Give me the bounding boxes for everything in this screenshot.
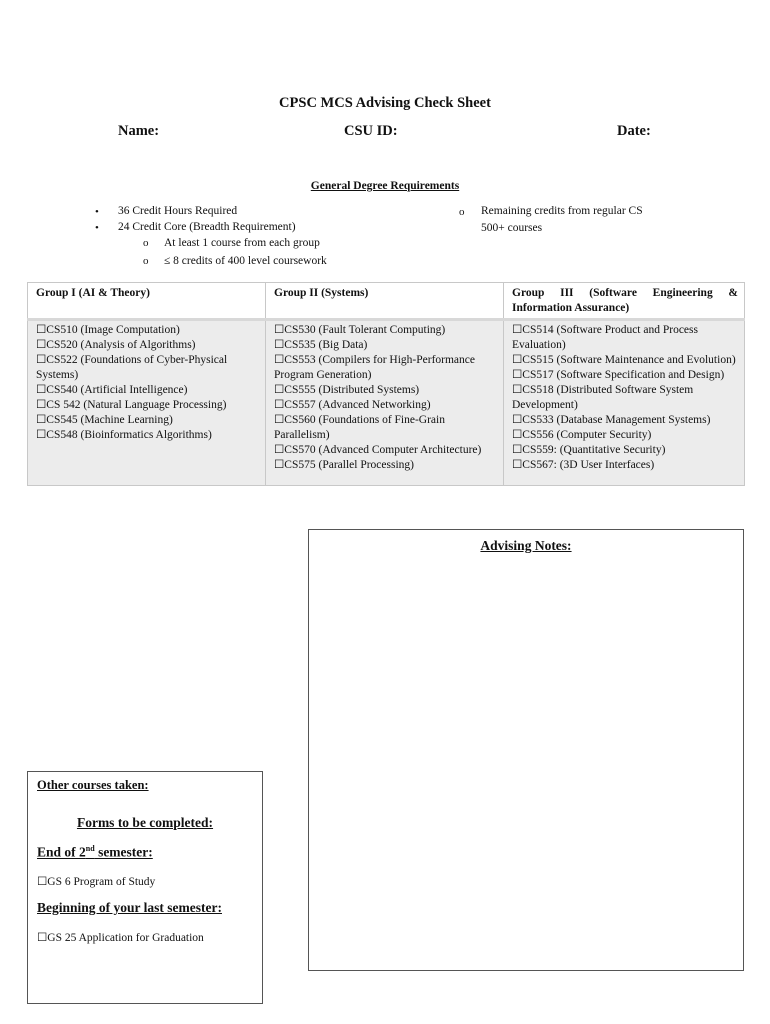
- date-label: Date:: [617, 123, 651, 139]
- course-checkbox-item[interactable]: ☐CS557 (Advanced Networking): [274, 399, 431, 411]
- last-semester-heading: Beginning of your last semester:: [37, 900, 222, 915]
- table-header-row: [28, 283, 745, 320]
- course-checkbox-item[interactable]: ☐CS517 (Software Specification and Design): [512, 369, 725, 381]
- course-checkbox-item[interactable]: ☐CS515 (Software Maintenance and Evolution): [512, 354, 736, 366]
- group-3-courses: [504, 320, 745, 486]
- sub-bullet-marker: o: [459, 206, 465, 218]
- course-checkbox-item[interactable]: ☐CS510 (Image Computation): [36, 324, 180, 336]
- course-checkbox-item[interactable]: ☐CS575 (Parallel Processing): [274, 459, 414, 471]
- course-checkbox-item[interactable]: ☐CS514 (Software Product and Process Evaluation): [512, 324, 698, 351]
- second-semester-sup: nd: [85, 844, 95, 853]
- course-checkbox-item[interactable]: ☐CS520 (Analysis of Algorithms): [36, 339, 196, 351]
- requirement-subitem: At least 1 course from each group: [164, 237, 320, 249]
- course-checkbox-item[interactable]: ☐CS556 (Computer Security): [512, 429, 652, 441]
- bullet-marker: •: [95, 206, 99, 218]
- course-checkbox-item[interactable]: ☐CS535 (Big Data): [274, 339, 368, 351]
- course-checkbox-item[interactable]: ☐CS570 (Advanced Computer Architecture): [274, 444, 482, 456]
- other-courses-box: [27, 771, 263, 1004]
- group-1-courses: [28, 320, 266, 486]
- course-checkbox-item[interactable]: ☐CS567: (3D User Interfaces): [512, 459, 655, 471]
- requirement-right-item: Remaining credits from regular CS: [481, 205, 643, 217]
- course-checkbox-item[interactable]: ☐CS548 (Bioinformatics Algorithms): [36, 429, 212, 441]
- second-semester-heading: [37, 844, 153, 861]
- course-checkbox-item[interactable]: ☐CS 542 (Natural Language Processing): [36, 399, 227, 411]
- course-checkbox-item[interactable]: ☐CS559: (Quantitative Security): [512, 444, 666, 456]
- sub-bullet-marker: o: [143, 237, 149, 249]
- other-courses-title: Other courses taken:: [37, 778, 149, 792]
- group-2-header: Group II (Systems): [266, 283, 504, 320]
- requirement-subitem: ≤ 8 credits of 400 level coursework: [164, 255, 327, 267]
- page-title: CPSC MCS Advising Check Sheet: [279, 95, 491, 111]
- advising-notes-title: Advising Notes:: [480, 538, 572, 553]
- gs25-form-checkbox[interactable]: ☐GS 25 Application for Graduation: [37, 932, 204, 944]
- gs6-form-checkbox[interactable]: ☐GS 6 Program of Study: [37, 876, 156, 888]
- course-checkbox-item[interactable]: ☐CS560 (Foundations of Fine-Grain Parallelism): [274, 414, 445, 441]
- group-3-header: [504, 283, 745, 320]
- requirements-heading: General Degree Requirements: [310, 180, 460, 192]
- course-checkbox-item[interactable]: ☐CS545 (Machine Learning): [36, 414, 173, 426]
- second-semester-suffix: semester:: [94, 844, 153, 860]
- bullet-marker: •: [95, 222, 99, 234]
- group-1-header: Group I (AI & Theory): [28, 283, 266, 320]
- advising-notes-box[interactable]: [308, 529, 744, 971]
- table-row: [28, 320, 745, 486]
- group-3-header-text: Group III (Software Engineering & Information Assurance): [512, 287, 738, 314]
- requirement-item: 24 Credit Core (Breadth Requirement): [118, 221, 296, 233]
- name-label: Name:: [118, 123, 160, 139]
- course-checkbox-item[interactable]: ☐CS533 (Database Management Systems): [512, 414, 711, 426]
- forms-title: Forms to be completed:: [76, 815, 214, 830]
- group-2-courses: [266, 320, 504, 486]
- sub-bullet-marker: o: [143, 255, 149, 267]
- course-checkbox-item[interactable]: ☐CS540 (Artificial Intelligence): [36, 384, 188, 396]
- course-checkbox-item[interactable]: ☐CS522 (Foundations of Cyber-Physical Systems): [36, 354, 228, 381]
- course-groups-table: [27, 282, 745, 486]
- course-checkbox-item[interactable]: ☐CS530 (Fault Tolerant Computing): [274, 324, 446, 336]
- csu-id-label: CSU ID:: [344, 123, 398, 139]
- requirement-right-item: 500+ courses: [481, 222, 543, 234]
- second-semester-prefix: End of 2: [37, 844, 86, 860]
- course-checkbox-item[interactable]: ☐CS553 (Compilers for High-Performance Program Generation): [274, 354, 475, 381]
- requirement-item: 36 Credit Hours Required: [118, 205, 238, 217]
- course-checkbox-item[interactable]: ☐CS518 (Distributed Software System Development): [512, 384, 694, 411]
- course-checkbox-item[interactable]: ☐CS555 (Distributed Systems): [274, 384, 420, 396]
